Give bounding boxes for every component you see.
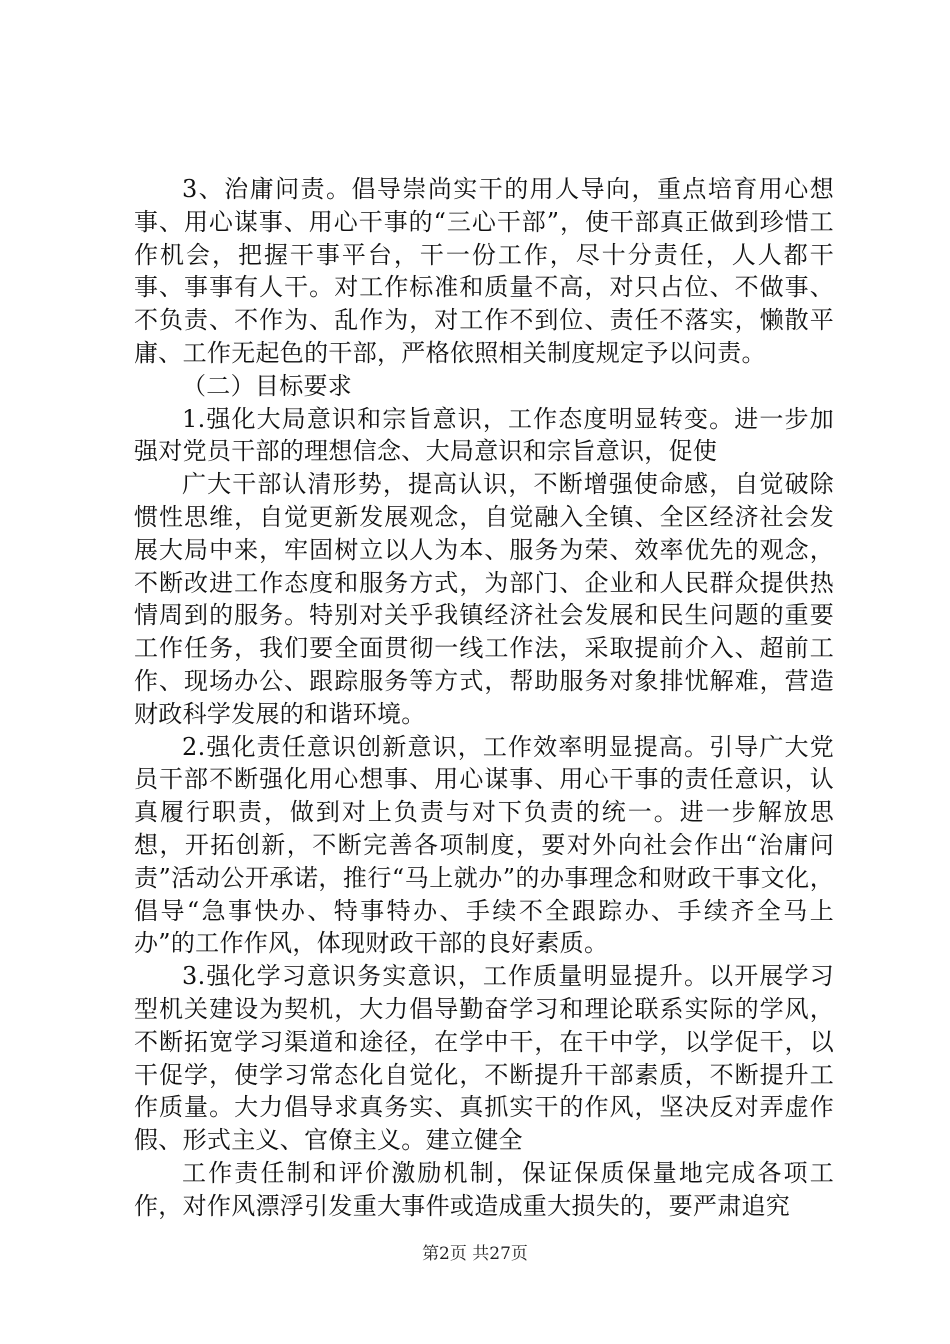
section-heading-goals: （二）目标要求 xyxy=(182,371,353,400)
paragraph-goal-2: 2.强化责任意识创新意识，工作效率明显提高。引导广大党员干部不断强化用心想事、用心谋事、用心干事的责任意识，认真履行职责，做到对上负责与对下负责的统一。进一步解放思想，开拓创新，不断完善各项制度，要对外向社会作出“治庸问责”活动公开承诺，推行“马上就办”的办事理念和财政干事文化，倡导“急事快办、特事特办、手续不全跟踪办、手续齐全马上办”的工作作风，体现财政干部的良好素质。 xyxy=(134,732,834,958)
paragraph-goal-3: 3.强化学习意识务实意识，工作质量明显提升。以开展学习型机关建设为契机，大力倡导勤奋学习和理论联系实际的学风，不断拓宽学习渠道和途径，在学中干，在干中学，以学促干，以干促学，使学习常态化自觉化，不断提升干部素质，不断提升工作质量。大力倡导求真务实、真抓实干的作风，坚决反对弄虚作假、形式主义、官僚主义。建立健全 xyxy=(134,962,834,1155)
paragraph-zhiyong-wenze: 3、治庸问责。倡导崇尚实干的用人导向，重点培育用心想事、用心谋事、用心干事的“三心干部”，使干部真正做到珍惜工作机会，把握干事平台，干一份工作，尽十分责任，人人都干事、事事有人干。对工作标准和质量不高，对只占位、不做事、不负责、不作为、乱作为，对工作不到位、责任不落实，懒散平庸、工作无起色的干部，严格依照相关制度规定予以问责。 xyxy=(134,175,834,367)
document-body xyxy=(134,173,834,1223)
paragraph-goal-1-continued: 广大干部认清形势，提高认识，不断增强使命感，自觉破除惯性思维，自觉更新发展观念，自觉融入全镇、全区经济社会发展大局中来，牢固树立以人为本、服务为荣、效率优先的观念，不断改进工作态度和服务方式，为部门、企业和人民群众提供热情周到的服务。特别对关乎我镇经济社会发展和民生问题的重要工作任务，我们要全面贯彻一线工作法，采取提前介入、超前工作、现场办公、跟踪服务等方式，帮助服务对象排忧解难，营造财政科学发展的和谐环境。 xyxy=(134,470,834,728)
paragraph-goal-1: 1.强化大局意识和宗旨意识，工作态度明显转变。进一步加强对党员干部的理想信念、大局意识和宗旨意识，促使 xyxy=(134,404,834,466)
paragraph-goal-3-continued: 工作责任制和评价激励机制，保证保质保量地完成各项工作，对作风漂浮引发重大事件或造成重大损失的，要严肃追究 xyxy=(134,1158,834,1220)
page-number-footer: 第2页 共27页 xyxy=(422,1244,528,1264)
